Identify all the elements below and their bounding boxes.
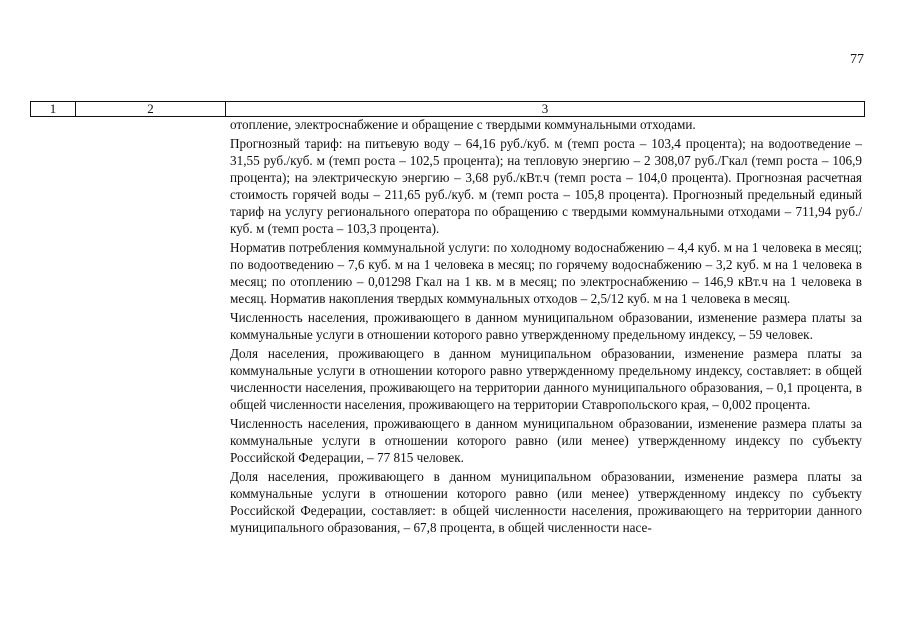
column-header-1: 1 xyxy=(31,102,76,116)
page-number: 77 xyxy=(850,52,864,67)
document-body xyxy=(230,116,862,538)
paragraph-population-equal-index: Численность населения, проживающего в данном муниципальном образовании, изменение размера платы за коммунальные услуги в отношении которого равно утвержденному предельному индексу, – 59 человек. xyxy=(230,310,862,342)
paragraph-consumption-norm: Норматив потребления коммунальной услуги: по холодному водоснабжению – 4,4 куб. м на 1 человека в месяц; по водоотведению – 7,6 куб. м на 1 человека в месяц; по горячему водоснабжению – 3,2 куб. м на 1 человека в месяц; по отоплению – 0,01298 Гкал на 1 кв. м в месяц; по электроснабжению – 146,9 кВт.ч на 1 человека в месяц. Норматив накопления твердых коммунальных отходов – 2,5/12 куб. м на 1 человека в месяц. xyxy=(230,240,862,306)
paragraph-heating-continuation: отопление, электроснабжение и обращение с твердыми коммунальными отходами. xyxy=(230,117,696,132)
paragraph-forecast-tariff: Прогнозный тариф: на питьевую воду – 64,16 руб./куб. м (темп роста – 103,4 процента); на водоотведение – 31,55 руб./куб. м (темп роста – 102,5 процента); на тепловую энергию – 2 308,07 руб./Гкал (темп роста – 106,9 процента); на электрическую энергию – 3,68 руб./кВт.ч (темп роста – 104,0 процента). Прогнозная расчетная стоимость горячей воды – 211,65 руб./куб. м (темп роста – 105,8 процента). Прогнозный предельный единый тариф на услугу регионального оператора по обращению с твердыми коммунальными отходами – 711,94 руб./куб. м (темп роста – 103,3 процента). xyxy=(230,136,862,236)
paragraph-share-equal-index: Доля населения, проживающего в данном муниципальном образовании, изменение размера платы за коммунальные услуги в отношении которого равно утвержденному предельному индексу, составляет: в общей численности населения, проживающего на территории данного муниципального образования, – 0,1 процента, в общей численности населения, проживающего на территории Ставропольского края, – 0,002 процента. xyxy=(230,346,862,412)
column-header-2: 2 xyxy=(76,102,226,116)
table-header-row xyxy=(30,101,865,117)
paragraph-population-le-index: Численность населения, проживающего в данном муниципальном образовании, изменение размера платы за коммунальные услуги в отношении которого равно (или менее) утвержденному индексу по субъекту Российской Федерации, – 77 815 человек. xyxy=(230,416,862,465)
column-header-3: 3 xyxy=(541,101,549,116)
paragraph-share-le-index: Доля населения, проживающего в данном муниципальном образовании, изменение размера платы за коммунальные услуги в отношении которого равно (или менее) утвержденному индексу по субъекту Российской Федерации, составляет: в общей численности населения, проживающего на территории данного муниципального образования, – 67,8 процента, в общей численности насе- xyxy=(230,469,862,535)
